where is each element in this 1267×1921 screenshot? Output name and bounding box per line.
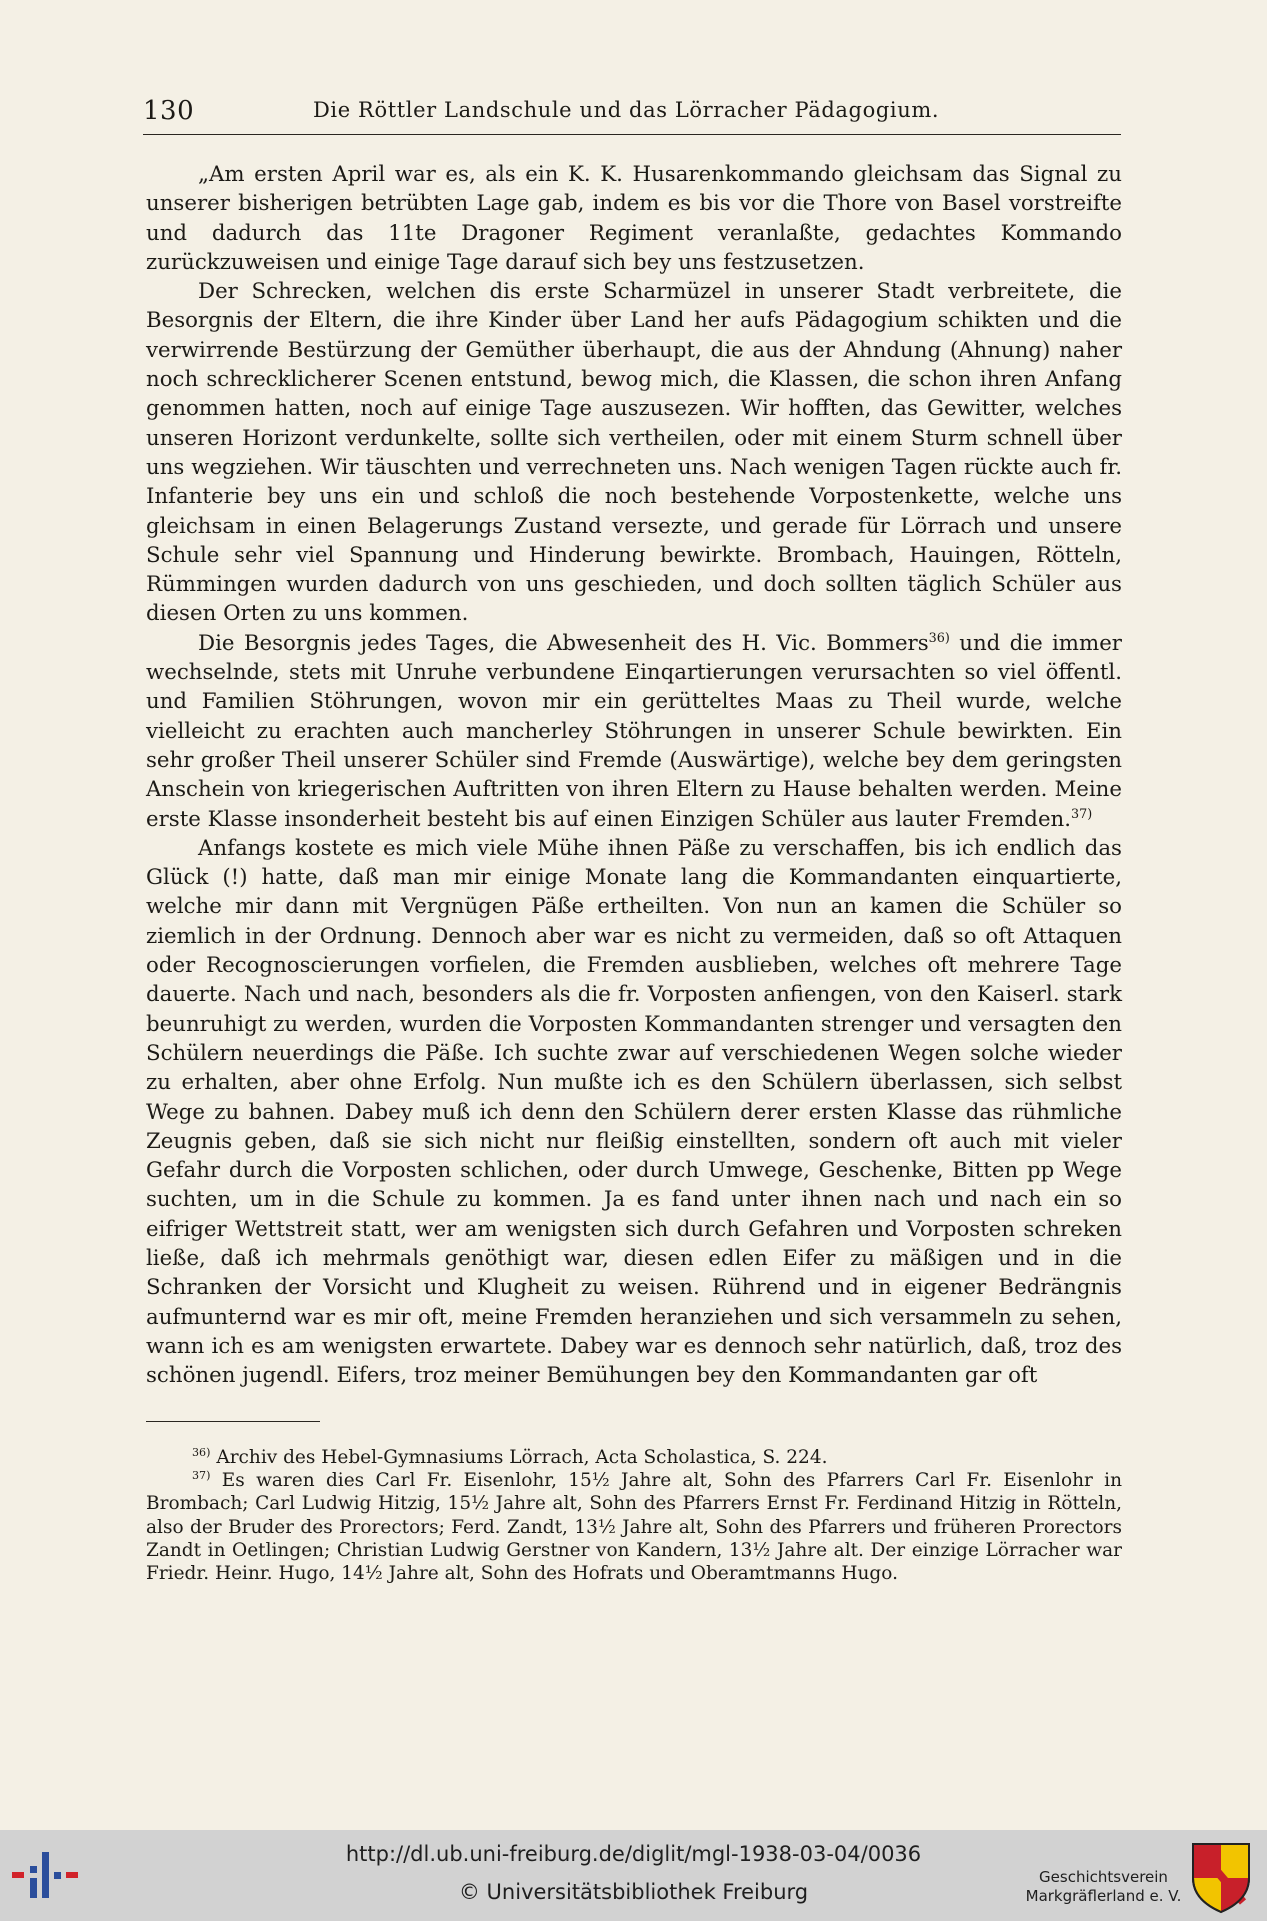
society-name — [1016, 1868, 1191, 1906]
paragraph: Anfangs kostete es mich viele Mühe ihnen Päße zu verschaffen, bis ich endlich das Glück (!) hatte, daß man mir einige Monate lang die Kommandanten einquartierte, welche mir dann mit Vergnügen Päße ertheilten. Von nun an kamen die Schüler so ziemlich in der Ordnung. Dennoch aber war es nicht zu vermeiden, daß so oft Attaquen oder Recognoscierungen vorfielen, die Fremden ausblieben, welches oft mehrere Tage dauerte. Nach und nach, besonders als die fr. Vorposten anfiengen, von den Kaiserl. stark beunruhigt zu werden, wurden die Vorposten Kommandanten strenger und versagten den Schülern neuerdings die Päße. Ich suchte zwar auf verschiedenen Wegen solche wieder zu erhalten, aber ohne Erfolg. Nun mußte ich es den Schülern überlassen, sich selbst Wege zu bahnen. Dabey muß ich denn den Schülern derer ersten Klasse das rühmliche Zeugnis geben, daß sie sich nicht nur fleißig einstellten, sondern oft auch mit vieler Gefahr durch die Vorposten schlichen, oder durch Umwege, Geschenke, Bitten pp Wege suchten, um in die Schule zu kommen. Ja es fand unter ihnen nach und nach ein so eifriger Wettstreit statt, wer am wenigsten sich durch Gefahren und Vorposten schreken ließe, daß ich mehrmals genöthigt war, diesen edlen Eifer zu mäßigen und in die Schranken der Vorsicht und Klugheit zu weisen. Rührend und in eigener Bedrängnis aufmunternd war es mir oft, meine Fremden heranziehen und sich versammeln zu sehen, wann ich es am wenigsten erwartete. Dabey war es dennoch sehr natürlich, daß, troz des schönen jugendl. Eifers, troz meiner Bemühungen bey den Kommandanten gar oft — [146, 835, 1122, 1389]
page-header — [143, 94, 1121, 135]
society-line: Markgräflerland e. V. — [1025, 1887, 1182, 1905]
footnotes — [146, 1446, 1122, 1585]
paragraph — [146, 629, 1122, 834]
coat-of-arms-icon — [1189, 1838, 1253, 1914]
footer-bar — [0, 1830, 1267, 1921]
footnote-36 — [146, 1446, 1122, 1469]
copyright: © Universitätsbibliothek Freiburg — [458, 1880, 809, 1904]
paragraph: „Am ersten April war es, als ein K. K. Husarenkommando gleichsam das Signal zu unserer bisherigen betrübten Lage gab, indem es bis vor die Thore von Basel vorstreifte und dadurch das 11te Dragoner Regiment veranlaßte, gedachtes Kommando zurückzuweisen und einige Tage darauf sich bey uns festzusetzen. — [146, 162, 1122, 275]
running-title: Die Röttler Landschule und das Lörracher Pädagogium. — [313, 98, 940, 122]
body-text — [146, 160, 1122, 1390]
society-line: Geschichtsverein — [1039, 1868, 1168, 1886]
footnote-mark: 36) — [192, 1445, 211, 1459]
page-number: 130 — [143, 96, 195, 126]
footnote-text: Archiv des Hebel-Gymnasiums Lörrach, Acta Scholastica, S. 224. — [216, 1447, 828, 1468]
footnote-mark: 37) — [192, 1469, 211, 1483]
footnote-text: Es waren dies Carl Fr. Eisenlohr, 15½ Jahre alt, Sohn des Pfarrers Carl Fr. Eisenlohr in Brombach; Carl Ludwig Hitzig, 15½ Jahre alt, Sohn des Pfarrers Ernst Fr. Ferdinand Hitzig in Rötteln, also der Bruder des Prorectors; Ferd. Zandt, 13½ Jahre alt, Sohn des Pfarrers und früheren Prorectors Zandt in Oetlingen; Christian Ludwig Gerstner von Kandern, 13½ Jahre alt. Der einzige Lörracher war Friedr. Heinr. Hugo, 14½ Jahre alt, Sohn des Hofrats und Oberamtmanns Hugo. — [146, 1470, 1122, 1585]
paragraph-text: und die immer wechselnde, stets mit Unruhe verbundene Einqartierungen verursachten so viel öffentl. und Familien Stöhrungen, wovon mir ein gerütteltes Maas zu Theil wurde, welche vielleicht zu erachten auch mancherley Stöhrungen in unserer Schule bewirkten. Ein sehr großer Theil unserer Schüler sind Fremde (Auswärtige), welche bey dem geringsten Anschein von kriegerischen Auftritten von ihren Eltern zu Hause behalten werden. Meine erste Klasse insonderheit besteht bis auf einen Einzigen Schüler aus lauter Fremden. — [146, 630, 1122, 832]
footnote-divider — [146, 1421, 320, 1422]
paragraph: Der Schrecken, welchen dis erste Scharmüzel in unserer Stadt verbreitete, die Besorgnis der Eltern, die ihre Kinder über Land her aufs Pädagogium schikten und die verwirrende Bestürzung der Gemüther überhaupt, die aus der Ahndung (Ahnung) naher noch schrecklicherer Scenen entstund, bewog mich, die Klassen, die schon ihren Anfang genommen hatten, noch auf einige Tage auszusezen. Wir hofften, das Gewitter, welches unseren Horizont verdunkelte, sollte sich vertheilen, oder mit einem Sturm schnell über uns wegziehen. Wir täuschten und verrechneten uns. Nach wenigen Tagen rückte auch fr. Infanterie bey uns ein und schloß die noch bestehende Vorpostenkette, welche uns gleichsam in einen Belagerungs Zustand versezte, und gerade für Lörrach und unsere Schule sehr viel Spannung und Hinderung bewirkte. Brombach, Hauingen, Rötteln, Rümmingen wurden dadurch von uns geschieden, und doch sollten täglich Schüler aus diesen Orten zu uns kommen. — [146, 279, 1122, 627]
footnote-ref-36[interactable]: 36) — [928, 630, 950, 646]
footnote-37 — [146, 1469, 1122, 1585]
source-url[interactable]: http://dl.ub.uni-freiburg.de/diglit/mgl-1938-03-04/0036 — [345, 1842, 922, 1866]
footnote-ref-37[interactable]: 37) — [1071, 806, 1093, 822]
paragraph-text: Die Besorgnis jedes Tages, die Abwesenheit des H. Vic. Bommers — [198, 630, 929, 656]
